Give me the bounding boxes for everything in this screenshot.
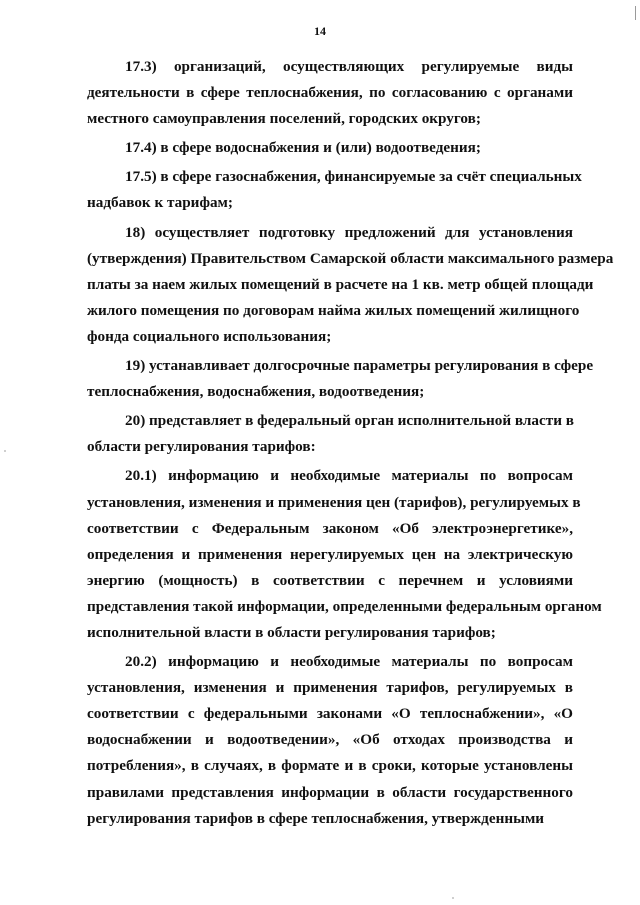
text-line: правилами представления информации в области государственного xyxy=(87,783,573,801)
text-line: потребления», в случаях, в формате и в сроки, которые установлены xyxy=(87,757,573,775)
text-line: (утверждения) Правительством Самарской области максимального размера xyxy=(87,249,614,267)
text-line: 20) представляет в федеральный орган исполнительной власти в xyxy=(125,412,574,430)
text-line: теплоснабжения, водоснабжения, водоотведения; xyxy=(87,383,425,401)
text-line: соответствии с федеральными законами «О теплоснабжении», «О xyxy=(87,705,573,723)
paragraph-p17-3 xyxy=(87,54,573,132)
text-line: деятельности в сфере теплоснабжения, по согласованию с органами xyxy=(87,84,573,102)
page-number: 14 xyxy=(314,24,326,38)
text-line: 17.5) в сфере газоснабжения, финансируемые за счёт специальных xyxy=(125,168,582,186)
text-line: водоснабжении и водоотведении», «Об отходах производства и xyxy=(87,731,573,749)
text-line: определения и применения нерегулируемых цен на электрическую xyxy=(87,545,573,563)
text-line: исполнительной власти в области регулирования тарифов; xyxy=(87,623,496,641)
text-line: 17.3) организаций, осуществляющих регулируемые виды xyxy=(125,58,573,75)
paragraph-p18 xyxy=(87,220,614,350)
text-line: представления такой информации, определенными федеральным органом xyxy=(87,597,602,615)
paragraph-p20-1 xyxy=(87,463,602,646)
paragraph-p20-2 xyxy=(87,649,573,832)
text-line: 17.4) в сфере водоснабжения и (или) водоотведения; xyxy=(125,139,481,157)
scan-speck xyxy=(4,450,6,452)
text-line: местного самоуправления поселений, городских округов; xyxy=(87,110,481,128)
text-line: соответствии с Федеральным законом «Об электроэнергетике», xyxy=(87,519,573,537)
text-line: установления, изменения и применения тарифов, регулируемых в xyxy=(87,679,573,697)
text-line: регулирования тарифов в сфере теплоснабжения, утвержденными xyxy=(87,809,545,827)
paragraph-p19 xyxy=(87,353,594,405)
text-line: жилого помещения по договорам найма жилых помещений жилищного xyxy=(87,301,580,319)
paragraph-p17-5 xyxy=(87,164,582,216)
text-line: платы за наем жилых помещений в расчете на 1 кв. метр общей площади xyxy=(87,275,594,293)
text-line: энергию (мощность) в соответствии с перечнем и условиями xyxy=(87,571,573,589)
paragraph-p20 xyxy=(87,408,573,460)
text-line: 20.2) информацию и необходимые материалы по вопросам xyxy=(125,653,573,671)
text-line: фонда социального использования; xyxy=(87,327,332,345)
text-line: 18) осуществляет подготовку предложений для установления xyxy=(125,223,573,241)
document-body xyxy=(87,54,614,832)
text-line: 20.1) информацию и необходимые материалы по вопросам xyxy=(125,467,573,485)
scan-edge-mark xyxy=(635,6,636,20)
paragraph-p17-4 xyxy=(87,135,573,161)
text-line: 19) устанавливает долгосрочные параметры регулирования в сфере xyxy=(125,357,594,375)
text-line: области регулирования тарифов: xyxy=(87,438,316,456)
scan-speck xyxy=(452,897,454,899)
text-line: надбавок к тарифам; xyxy=(87,194,233,212)
text-line: установления, изменения и применения цен (тарифов), регулируемых в xyxy=(87,493,581,511)
